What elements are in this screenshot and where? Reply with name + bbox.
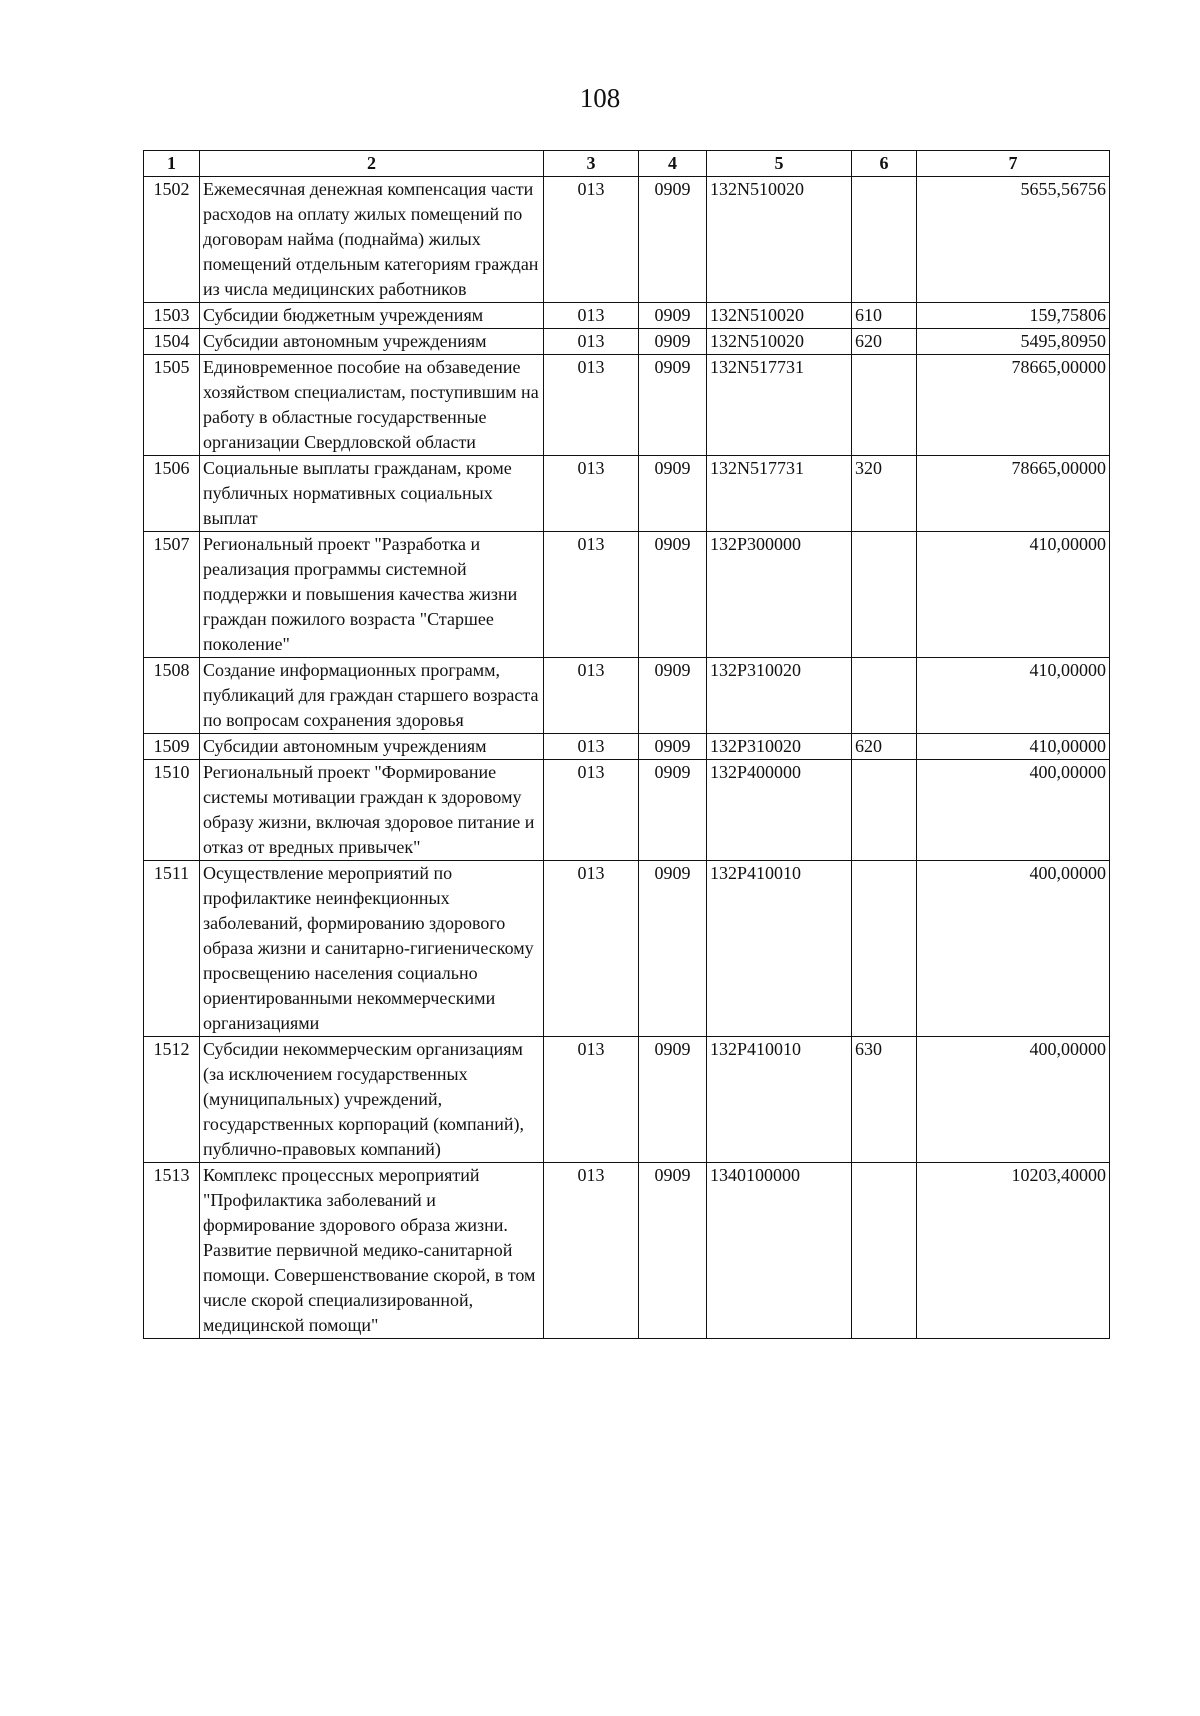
row-sum: 5655,56756 bbox=[917, 177, 1110, 303]
row-target-code: 132P410010 bbox=[707, 861, 852, 1037]
row-section-code: 0909 bbox=[639, 329, 707, 355]
row-section-code: 0909 bbox=[639, 303, 707, 329]
table-row bbox=[144, 177, 1110, 303]
page-number: 108 bbox=[579, 83, 621, 113]
row-sum: 400,00000 bbox=[917, 760, 1110, 861]
row-name: Единовременное пособие на обзаведение хозяйством специалистам, поступившим на работу в областные государственные организации Свердловской области bbox=[200, 355, 544, 456]
row-name: Субсидии бюджетным учреждениям bbox=[200, 303, 544, 329]
row-admin-code: 013 bbox=[544, 1163, 639, 1339]
header-col-6: 6 bbox=[852, 151, 917, 177]
row-section-code: 0909 bbox=[639, 532, 707, 658]
table-row bbox=[144, 861, 1110, 1037]
row-section-code: 0909 bbox=[639, 1163, 707, 1339]
row-section-code: 0909 bbox=[639, 355, 707, 456]
row-name: Региональный проект "Разработка и реализация программы системной поддержки и повышения качества жизни граждан пожилого возраста "Старшее поколение" bbox=[200, 532, 544, 658]
row-expense-type bbox=[852, 760, 917, 861]
row-target-code: 132P410010 bbox=[707, 1037, 852, 1163]
row-number: 1504 bbox=[144, 329, 200, 355]
row-number: 1503 bbox=[144, 303, 200, 329]
row-name: Осуществление мероприятий по профилактике неинфекционных заболеваний, формированию здорового образа жизни и санитарно-гигиеническому просвещению населения социально ориентированными некоммерческими организациями bbox=[200, 861, 544, 1037]
row-name: Социальные выплаты гражданам, кроме публичных нормативных социальных выплат bbox=[200, 456, 544, 532]
row-section-code: 0909 bbox=[639, 760, 707, 861]
row-admin-code: 013 bbox=[544, 734, 639, 760]
table-row bbox=[144, 303, 1110, 329]
row-name: Региональный проект "Формирование системы мотивации граждан к здоровому образу жизни, включая здоровое питание и отказ от вредных привычек" bbox=[200, 760, 544, 861]
header-col-4: 4 bbox=[639, 151, 707, 177]
row-target-code: 132N510020 bbox=[707, 177, 852, 303]
row-admin-code: 013 bbox=[544, 760, 639, 861]
row-expense-type: 610 bbox=[852, 303, 917, 329]
row-expense-type bbox=[852, 1163, 917, 1339]
row-name: Создание информационных программ, публикаций для граждан старшего возраста по вопросам сохранения здоровья bbox=[200, 658, 544, 734]
row-expense-type: 630 bbox=[852, 1037, 917, 1163]
row-number: 1508 bbox=[144, 658, 200, 734]
row-expense-type bbox=[852, 355, 917, 456]
row-sum: 78665,00000 bbox=[917, 355, 1110, 456]
row-admin-code: 013 bbox=[544, 456, 639, 532]
row-number: 1510 bbox=[144, 760, 200, 861]
row-expense-type bbox=[852, 532, 917, 658]
table-row bbox=[144, 658, 1110, 734]
row-target-code: 132N517731 bbox=[707, 456, 852, 532]
table-row bbox=[144, 456, 1110, 532]
row-expense-type: 320 bbox=[852, 456, 917, 532]
table-row bbox=[144, 532, 1110, 658]
table-row bbox=[144, 760, 1110, 861]
row-expense-type bbox=[852, 658, 917, 734]
row-number: 1505 bbox=[144, 355, 200, 456]
row-target-code: 132N510020 bbox=[707, 303, 852, 329]
row-number: 1509 bbox=[144, 734, 200, 760]
header-col-3: 3 bbox=[544, 151, 639, 177]
row-expense-type: 620 bbox=[852, 734, 917, 760]
row-target-code: 132N517731 bbox=[707, 355, 852, 456]
row-admin-code: 013 bbox=[544, 1037, 639, 1163]
row-name: Ежемесячная денежная компенсация части расходов на оплату жилых помещений по договорам найма (поднайма) жилых помещений отдельным категориям граждан из числа медицинских работников bbox=[200, 177, 544, 303]
table-row bbox=[144, 734, 1110, 760]
row-admin-code: 013 bbox=[544, 329, 639, 355]
header-col-5: 5 bbox=[707, 151, 852, 177]
row-target-code: 132P310020 bbox=[707, 734, 852, 760]
row-number: 1511 bbox=[144, 861, 200, 1037]
row-sum: 410,00000 bbox=[917, 734, 1110, 760]
header-col-7: 7 bbox=[917, 151, 1110, 177]
table-row bbox=[144, 329, 1110, 355]
header-row bbox=[144, 151, 1110, 177]
row-sum: 5495,80950 bbox=[917, 329, 1110, 355]
row-admin-code: 013 bbox=[544, 355, 639, 456]
row-admin-code: 013 bbox=[544, 861, 639, 1037]
row-section-code: 0909 bbox=[639, 177, 707, 303]
row-admin-code: 013 bbox=[544, 177, 639, 303]
row-number: 1506 bbox=[144, 456, 200, 532]
header-col-1: 1 bbox=[144, 151, 200, 177]
table-row bbox=[144, 1163, 1110, 1339]
row-sum: 410,00000 bbox=[917, 658, 1110, 734]
row-expense-type bbox=[852, 861, 917, 1037]
row-target-code: 1340100000 bbox=[707, 1163, 852, 1339]
row-section-code: 0909 bbox=[639, 861, 707, 1037]
row-number: 1512 bbox=[144, 1037, 200, 1163]
row-section-code: 0909 bbox=[639, 734, 707, 760]
row-section-code: 0909 bbox=[639, 456, 707, 532]
row-expense-type: 620 bbox=[852, 329, 917, 355]
row-name: Субсидии автономным учреждениям bbox=[200, 734, 544, 760]
row-section-code: 0909 bbox=[639, 658, 707, 734]
row-name: Комплекс процессных мероприятий "Профилактика заболеваний и формирование здорового образа жизни. Развитие первичной медико-санитарной помощи. Совершенствование скорой, в том числе скорой специализированной, медицинской помощи" bbox=[200, 1163, 544, 1339]
row-sum: 400,00000 bbox=[917, 1037, 1110, 1163]
row-number: 1513 bbox=[144, 1163, 200, 1339]
row-sum: 410,00000 bbox=[917, 532, 1110, 658]
row-name: Субсидии некоммерческим организациям (за исключением государственных (муниципальных) учреждений, государственных корпораций (компаний), публично-правовых компаний) bbox=[200, 1037, 544, 1163]
row-number: 1502 bbox=[144, 177, 200, 303]
row-target-code: 132P300000 bbox=[707, 532, 852, 658]
row-sum: 78665,00000 bbox=[917, 456, 1110, 532]
row-expense-type bbox=[852, 177, 917, 303]
row-admin-code: 013 bbox=[544, 658, 639, 734]
row-target-code: 132N510020 bbox=[707, 329, 852, 355]
row-number: 1507 bbox=[144, 532, 200, 658]
row-section-code: 0909 bbox=[639, 1037, 707, 1163]
row-target-code: 132P400000 bbox=[707, 760, 852, 861]
table-row bbox=[144, 355, 1110, 456]
row-target-code: 132P310020 bbox=[707, 658, 852, 734]
row-admin-code: 013 bbox=[544, 303, 639, 329]
row-sum: 159,75806 bbox=[917, 303, 1110, 329]
budget-table bbox=[143, 150, 1110, 1339]
header-col-2: 2 bbox=[200, 151, 544, 177]
row-sum: 400,00000 bbox=[917, 861, 1110, 1037]
table-row bbox=[144, 1037, 1110, 1163]
row-name: Субсидии автономным учреждениям bbox=[200, 329, 544, 355]
row-admin-code: 013 bbox=[544, 532, 639, 658]
row-sum: 10203,40000 bbox=[917, 1163, 1110, 1339]
